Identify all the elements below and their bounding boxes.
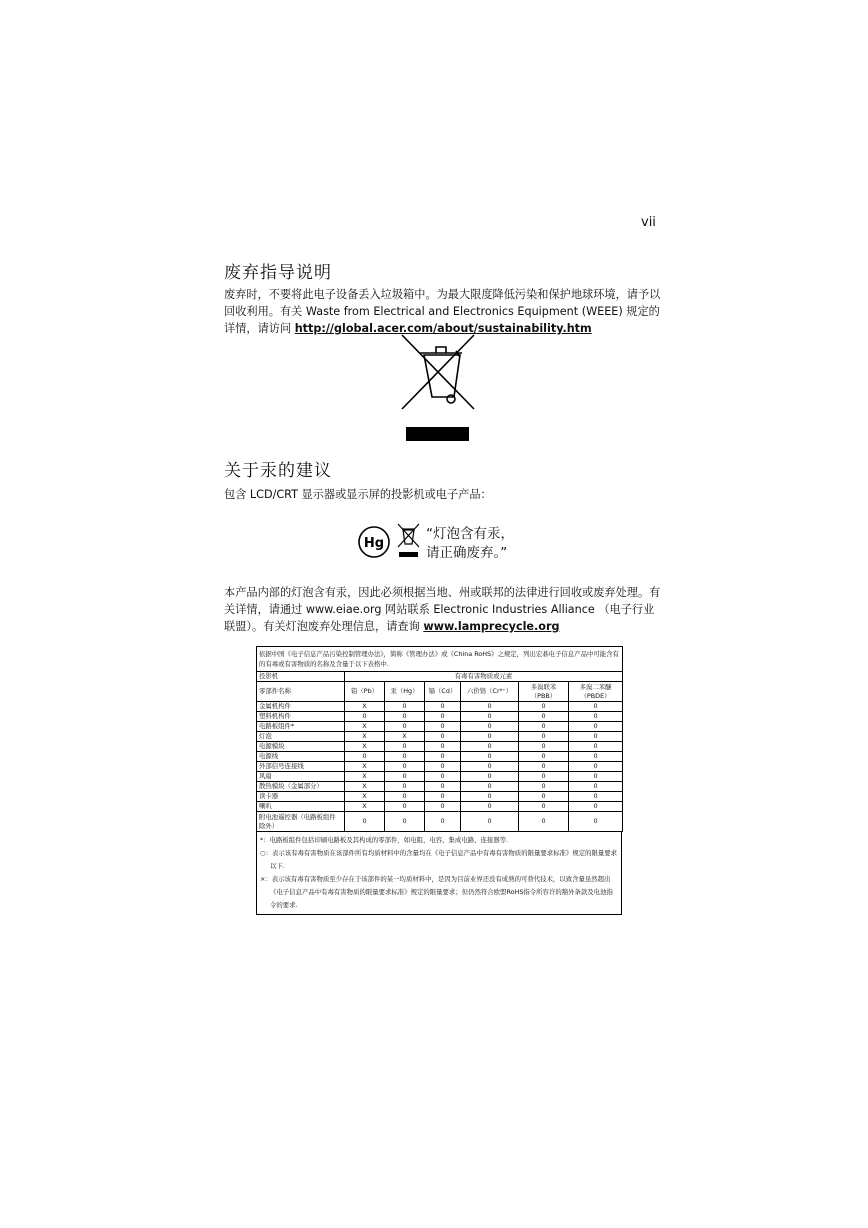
- part-name: 塑料机构件: [257, 712, 345, 722]
- substance-value: X: [345, 772, 385, 782]
- substance-value: 0: [461, 742, 519, 752]
- substance-value: 0: [425, 812, 461, 832]
- substance-value: 0: [519, 752, 569, 762]
- table-row: [257, 722, 623, 732]
- substance-value: 0: [461, 702, 519, 712]
- substance-value: X: [345, 782, 385, 792]
- part-name: 电路板组件*: [257, 722, 345, 732]
- part-name: 电源模块: [257, 742, 345, 752]
- substance-value: X: [345, 722, 385, 732]
- substance-value: 0: [519, 722, 569, 732]
- substance-value: 0: [519, 802, 569, 812]
- substance-value: 0: [425, 752, 461, 762]
- substance-value: 0: [519, 712, 569, 722]
- part-name: 金属机构件: [257, 702, 345, 712]
- substance-value: X: [385, 732, 425, 742]
- group-header: 有毒有害物质或元素: [345, 672, 623, 682]
- substance-value: 0: [461, 772, 519, 782]
- substance-value: 0: [569, 782, 623, 792]
- substance-value: 0: [569, 702, 623, 712]
- substance-value: 0: [385, 802, 425, 812]
- substance-value: 0: [425, 782, 461, 792]
- substance-value: 0: [461, 732, 519, 742]
- substance-value: 0: [385, 712, 425, 722]
- substance-value: 0: [461, 802, 519, 812]
- substance-value: 0: [385, 772, 425, 782]
- substance-value: 0: [425, 792, 461, 802]
- substance-value: 0: [519, 772, 569, 782]
- substance-value: 0: [425, 762, 461, 772]
- substance-value: 0: [425, 702, 461, 712]
- table-row: [257, 712, 623, 722]
- substance-value: 0: [461, 712, 519, 722]
- substance-value: 0: [519, 742, 569, 752]
- part-header: 零部件名称: [257, 682, 345, 702]
- substance-value: 0: [385, 812, 425, 832]
- hg-symbol: Hg: [363, 536, 385, 551]
- substance-value: 0: [519, 812, 569, 832]
- substance-value: 0: [425, 722, 461, 732]
- disposal-paragraph: [224, 286, 664, 337]
- hg-quote-line2: 请正确废弃。”: [426, 545, 508, 561]
- substance-value: 0: [461, 792, 519, 802]
- substance-value: 0: [461, 722, 519, 732]
- column-header: 六价铬（Cr⁶⁺）: [461, 682, 519, 702]
- part-name: 附电池遥控器（电路板组件除外）: [257, 812, 345, 832]
- substance-value: 0: [569, 742, 623, 752]
- substance-value: 0: [385, 762, 425, 772]
- table-row: [257, 812, 623, 832]
- substance-value: 0: [461, 782, 519, 792]
- column-header: 镉（Cd）: [425, 682, 461, 702]
- mercury-text: 本产品内部的灯泡含有汞，因此必须根据当地、州或联邦的法律进行回收或废弃处理。有关详情，请通过 www.eiae.org 网站联系 Electronic Industries Alliance （电子行业联盟）。有关灯泡废弃处理信息，请查询: [224, 586, 661, 633]
- table-row: [257, 802, 623, 812]
- substance-value: 0: [425, 802, 461, 812]
- substance-value: 0: [569, 722, 623, 732]
- part-name: 读卡器: [257, 792, 345, 802]
- substance-value: 0: [385, 702, 425, 712]
- substance-value: 0: [569, 762, 623, 772]
- table-notes: [257, 832, 622, 915]
- substance-value: X: [345, 702, 385, 712]
- substance-value: X: [345, 742, 385, 752]
- table-row: [257, 742, 623, 752]
- substance-value: 0: [569, 712, 623, 722]
- substance-value: X: [345, 732, 385, 742]
- substance-value: 0: [345, 712, 385, 722]
- substance-value: 0: [385, 722, 425, 732]
- column-header: 多溴联苯（PBB）: [519, 682, 569, 702]
- substance-value: 0: [425, 742, 461, 752]
- table-row: [257, 732, 623, 742]
- lamprecycle-link[interactable]: www.lamprecycle.org: [423, 620, 560, 633]
- part-name: 灯泡: [257, 732, 345, 742]
- substance-value: 0: [425, 772, 461, 782]
- sustainability-link[interactable]: http://global.acer.com/about/sustainability.htm: [294, 322, 592, 335]
- rohs-table: [256, 646, 622, 915]
- substance-value: 0: [519, 782, 569, 792]
- column-header: 多溴二苯醚（PBDE）: [569, 682, 623, 702]
- table-row: [257, 772, 623, 782]
- part-name: 喇叭: [257, 802, 345, 812]
- mercury-paragraph: [224, 584, 664, 635]
- substance-value: 0: [569, 752, 623, 762]
- small-crossed-bin-icon: [397, 523, 421, 559]
- table-row: [257, 752, 623, 762]
- substance-value: 0: [569, 802, 623, 812]
- column-header: 铅（Pb）: [345, 682, 385, 702]
- part-name: 风扇: [257, 772, 345, 782]
- substance-value: X: [345, 762, 385, 772]
- part-name: 电源线: [257, 752, 345, 762]
- substance-value: 0: [461, 762, 519, 772]
- substance-value: 0: [569, 732, 623, 742]
- column-header: 汞（Hg）: [385, 682, 425, 702]
- table-row: [257, 792, 623, 802]
- substance-value: 0: [519, 762, 569, 772]
- substance-value: 0: [345, 752, 385, 762]
- table-row: [257, 762, 623, 772]
- substance-value: 0: [519, 792, 569, 802]
- substance-value: X: [345, 802, 385, 812]
- substance-value: X: [345, 792, 385, 802]
- table-row: [257, 702, 623, 712]
- page-number: vii: [641, 215, 656, 230]
- hg-quote-line1: “灯泡含有汞，: [426, 526, 514, 542]
- table-intro: 依据中国《电子信息产品污染控制管理办法》，简称《管理办法》或《China RoHS》之规定，列出宏碁电子信息产品中可能含有的有毒或有害物质的名称及含量于以下表格中.: [257, 647, 623, 672]
- part-name: 散热模块（金属部分）: [257, 782, 345, 792]
- substance-value: 0: [461, 812, 519, 832]
- substance-value: 0: [519, 732, 569, 742]
- part-name: 外部信号连接线: [257, 762, 345, 772]
- note-circle: ○：表示该有毒有害物质在该部件所有均质材料中的含量均在《电子信息产品中有毒有害物质的限量要求标准》规定的限量要求以下.: [260, 849, 618, 870]
- note-cross: ×：表示该有毒有害物质至少存在于该部件的某一均质材料中，是因为目前业界还没有成熟的可替代技术，以致含量虽然超出《电子信息产品中有毒有害物质的限量要求标准》规定的限量要求；但仍然符合欧盟RoHS指令所容许的豁外条款及电池指令的要求.: [260, 875, 613, 909]
- substance-value: 0: [385, 782, 425, 792]
- substance-value: 0: [425, 712, 461, 722]
- substance-value: 0: [461, 752, 519, 762]
- mercury-intro: 包含 LCD/CRT 显示器或显示屏的投影机或电子产品：: [224, 488, 492, 501]
- product-name: 投影机: [257, 672, 345, 682]
- substance-value: 0: [569, 812, 623, 832]
- substance-value: 0: [385, 752, 425, 762]
- disposal-text: 废弃时，不要将此电子设备丢入垃圾箱中。为最大限度降低污染和保护地球环境，请予以回收利用。有关 Waste from Electrical and Electronics Equipment (WEEE) 规定的详情，请访问: [224, 288, 661, 335]
- disposal-heading: 废弃指导说明: [224, 263, 332, 283]
- note-asterisk: *：电路板组件包括印刷电路板及其构成的零部件，如电阻、电容、集成电路、连接器等.: [260, 836, 509, 844]
- substance-value: 0: [569, 772, 623, 782]
- substance-value: 0: [385, 742, 425, 752]
- mercury-heading: 关于汞的建议: [224, 461, 332, 481]
- weee-crossed-bin-icon: [396, 333, 480, 443]
- substance-value: 0: [519, 702, 569, 712]
- substance-value: 0: [385, 792, 425, 802]
- hg-circle-icon: [357, 525, 391, 559]
- substance-value: 0: [425, 732, 461, 742]
- substance-value: 0: [345, 812, 385, 832]
- substance-value: 0: [569, 792, 623, 802]
- table-row: [257, 782, 623, 792]
